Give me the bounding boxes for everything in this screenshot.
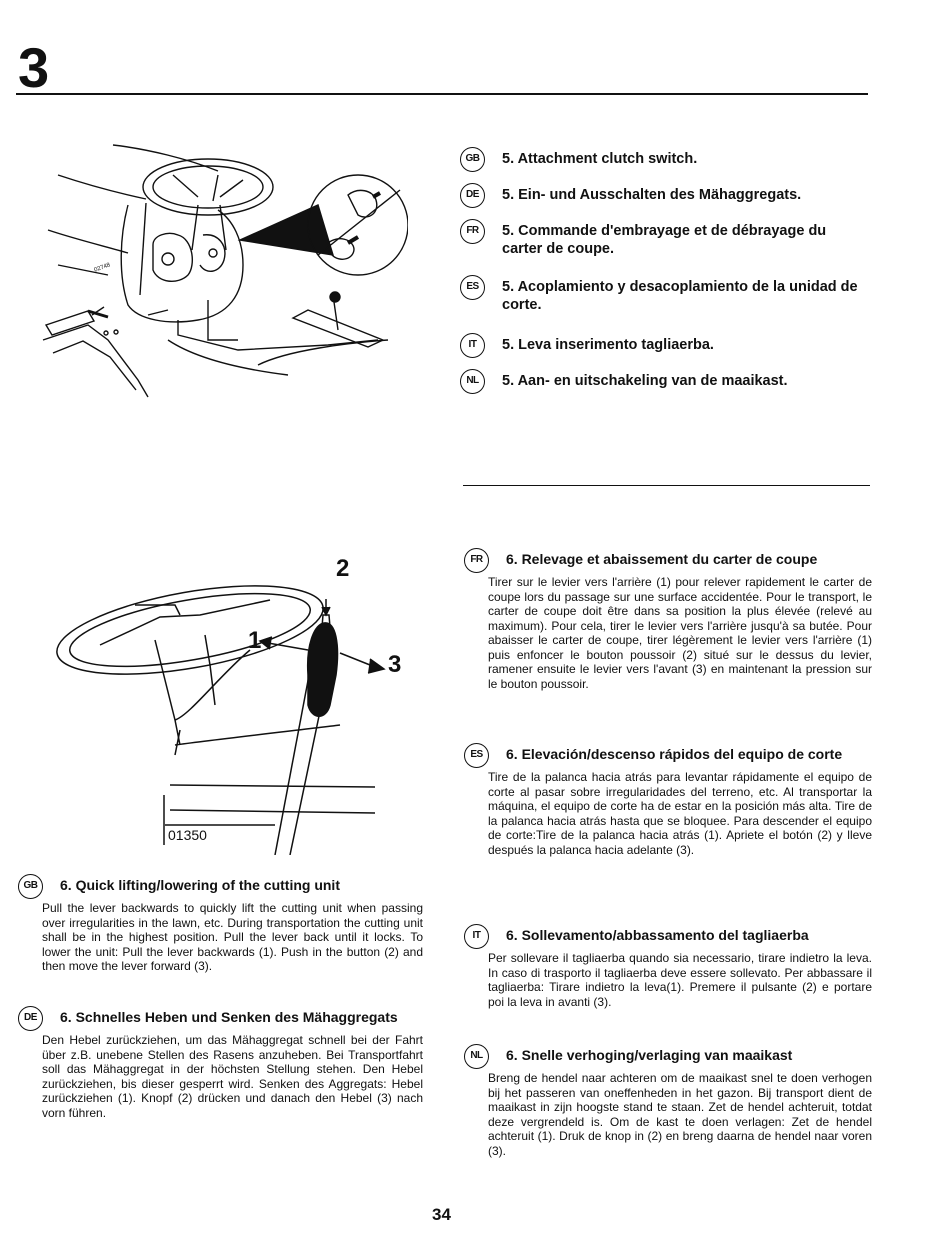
lang-badge-es: ES bbox=[464, 743, 489, 768]
heading-it bbox=[460, 336, 714, 358]
section-es bbox=[464, 745, 872, 857]
section-body: Breng de hendel naar achteren om de maaikast snel te doen verhogen bij het passeren van oneffenheden in het gazon. Bij transport dient de maaikast in zijn hoogste stand te staan. Zet de hendel achteruit, totdat deze vergrendeld is. Om de kast te doen verlagen: Zet de hendel achteruit (1). Druk de knop in (2) en breng daarna de hendel naar voren (3). bbox=[488, 1071, 872, 1158]
lang-badge-gb: GB bbox=[18, 874, 43, 899]
section-body: Tirer sur le levier vers l'arrière (1) pour relever rapidement le carter de coupe lors du passage sur une surface accidentée. Pour le transport, le carter de coupe doit être dans sa position la plus élevée (relevé au maximum). Pour cela, tirer le levier vers l'arrière jusqu'à sa butée. Pour abaisser le carter de coupe, tirer légèrement le levier vers l'arrière (1) puis enfoncer le bouton poussoir (2) situé sur le dessus du levier, ramener ensuite le levier vers l'avant (3) en maintenant la pression sur le bouton poussoir. bbox=[488, 575, 872, 691]
section-title: 6. Relevage et abaissement du carter de coupe bbox=[506, 551, 818, 567]
chapter-number: 3 bbox=[18, 36, 49, 99]
section-body: Pull the lever backwards to quickly lift the cutting unit when passing over irregularities in the lawn, etc. During transportation the cutting unit shall be in the highest position. Pull the lever back until it locks. To lower the unit: Pull the lever backwards (1). Push in the button (2) and then move the lever forward (3). bbox=[42, 901, 423, 973]
section-body: Per sollevare il tagliaerba quando sia necessario, tirare indietro la leva. In caso di trasporto il tagliaerba deve essere sollevato. Per abbassare il tagliaerba: Tirare indietro la leva(1). Premere il pulsante (2) e portare poi la leva in avanti (3). bbox=[488, 951, 872, 1009]
heading-nl bbox=[460, 372, 788, 394]
lang-badge-gb: GB bbox=[460, 147, 485, 172]
heading-text: 5. Acoplamiento y desacoplamiento de la unidad de corte. bbox=[502, 279, 858, 313]
section-nl bbox=[464, 1046, 872, 1158]
heading-text: 5. Commande d'embrayage et de débrayage du carter de coupe. bbox=[502, 223, 827, 257]
section-title: 6. Schnelles Heben und Senken des Mähaggregats bbox=[60, 1009, 398, 1025]
heading-text: 5. Leva inserimento tagliaerba. bbox=[502, 337, 714, 353]
section-title: 6. Quick lifting/lowering of the cutting unit bbox=[60, 877, 340, 893]
section-title: 6. Sollevamento/abbassamento del tagliaerba bbox=[506, 927, 809, 943]
figure-label-2: 2 bbox=[336, 555, 350, 582]
lang-badge-nl: NL bbox=[460, 369, 485, 394]
lang-badge-nl: NL bbox=[464, 1044, 489, 1069]
figure-clutch-switch bbox=[28, 135, 408, 410]
section-de bbox=[18, 1008, 423, 1120]
section-divider bbox=[463, 485, 870, 486]
lang-badge-de: DE bbox=[460, 183, 485, 208]
heading-fr bbox=[460, 222, 870, 258]
header-rule bbox=[16, 93, 868, 95]
heading-gb bbox=[460, 150, 697, 172]
figure-lift-lever bbox=[40, 555, 420, 855]
lang-badge-fr: FR bbox=[460, 219, 485, 244]
section-gb bbox=[18, 876, 423, 974]
lang-badge-it: IT bbox=[460, 333, 485, 358]
section-title: 6. Snelle verhoging/verlaging van maaikast bbox=[506, 1047, 793, 1063]
lang-badge-es: ES bbox=[460, 275, 485, 300]
heading-text: 5. Attachment clutch switch. bbox=[502, 151, 698, 167]
lang-badge-it: IT bbox=[464, 924, 489, 949]
figure-code: 02748 bbox=[93, 262, 112, 274]
section-body: Den Hebel zurückziehen, um das Mähaggregat schnell bei der Fahrt über z.B. unebene Stellen des Rasens anzuheben. Bei Transportfahrt soll das Mähaggregat in der höchsten Stellung stehen. Den Hebel zurückziehen, bis dieser gesperrt wird. Senken des Aggregats: Hebel zurückziehen (1). Knopf (2) drücken und danach den Hebel (3) nach vorn führen. bbox=[42, 1033, 423, 1120]
section-it bbox=[464, 926, 872, 1009]
section-fr bbox=[464, 550, 872, 691]
heading-text: 5. Aan- en uitschakeling van de maaikast. bbox=[502, 373, 788, 389]
section-body: Tire de la palanca hacia atrás para levantar rápidamente el equipo de corte al pasar sobre irregularidades del terreno, etc. Al transportar la máquina, el equipo de corte ha de estar en la posición más alta. Tire de la palanca hacia atrás hasta que se bloquee. Para descender el equipo de corte:Tire de la palanca hacia atrás (1). Apriete el botón (2) y lleve después la palanca hacia adelante (3). bbox=[488, 770, 872, 857]
section-title: 6. Elevación/descenso rápidos del equipo de corte bbox=[506, 746, 843, 762]
lang-badge-fr: FR bbox=[464, 548, 489, 573]
figure-code: 01350 bbox=[168, 827, 207, 843]
heading-es bbox=[460, 278, 870, 314]
heading-text: 5. Ein- und Ausschalten des Mähaggregats. bbox=[502, 187, 802, 203]
heading-de bbox=[460, 186, 801, 208]
figure-label-1: 1 bbox=[248, 627, 262, 654]
lang-badge-de: DE bbox=[18, 1006, 43, 1031]
figure-label-3: 3 bbox=[388, 651, 402, 678]
page-number: 34 bbox=[432, 1205, 451, 1224]
